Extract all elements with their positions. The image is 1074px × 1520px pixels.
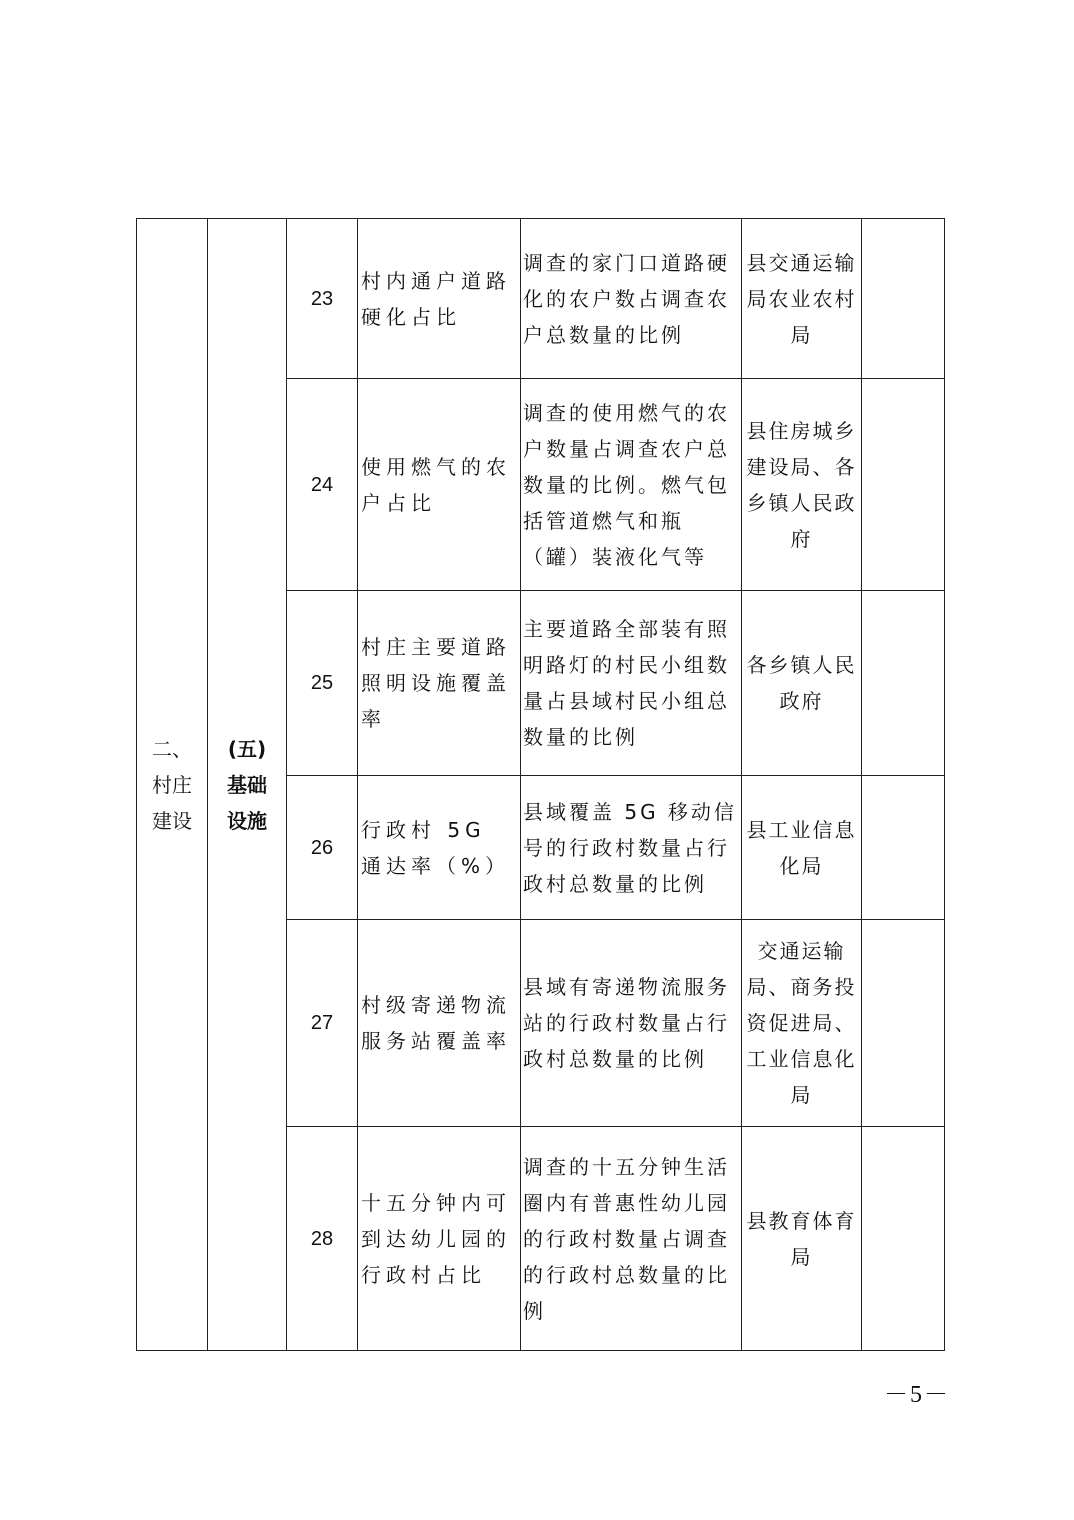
empty-cell xyxy=(862,1127,945,1351)
row-number: 27 xyxy=(287,920,358,1127)
page-number: －5－ xyxy=(884,1382,950,1408)
row-number: 24 xyxy=(287,379,358,591)
empty-cell xyxy=(862,591,945,776)
category-level2-cell xyxy=(208,219,287,1351)
indicator-name: 十五分钟内可到达幼儿园的行政村占比 xyxy=(358,1127,521,1351)
indicator-description: 调查的十五分钟生活圈内有普惠性幼儿园的行政村数量占调查的行政村总数量的比例 xyxy=(521,1127,742,1351)
indicator-description: 县域有寄递物流服务站的行政村数量占行政村总数量的比例 xyxy=(521,920,742,1127)
responsible-department: 县住房城乡建设局、各乡镇人民政府 xyxy=(742,379,862,591)
empty-cell xyxy=(862,379,945,591)
row-number: 28 xyxy=(287,1127,358,1351)
category-level2-line: 基础 xyxy=(227,772,267,797)
category-level2-line: (五) xyxy=(227,736,267,761)
category-level1-cell xyxy=(137,219,208,1351)
indicator-name: 行政村 5G 通达率（%） xyxy=(358,776,521,920)
indicator-description: 县域覆盖 5G 移动信号的行政村数量占行政村总数量的比例 xyxy=(521,776,742,920)
empty-cell xyxy=(862,920,945,1127)
row-number: 25 xyxy=(287,591,358,776)
category-level1-line: 二、 xyxy=(152,736,192,761)
empty-cell xyxy=(862,776,945,920)
responsible-department: 县交通运输局农业农村局 xyxy=(742,219,862,379)
responsible-department: 交通运输局、商务投资促进局、工业信息化局 xyxy=(742,920,862,1127)
empty-cell xyxy=(862,219,945,379)
responsible-department: 县教育体育局 xyxy=(742,1127,862,1351)
indicator-name: 村级寄递物流服务站覆盖率 xyxy=(358,920,521,1127)
indicator-table xyxy=(136,218,945,1351)
category-level1-line: 村庄 xyxy=(152,772,192,797)
table-row xyxy=(137,219,945,379)
indicator-description: 主要道路全部装有照明路灯的村民小组数量占县域村民小组总数量的比例 xyxy=(521,591,742,776)
row-number: 23 xyxy=(287,219,358,379)
responsible-department: 县工业信息化局 xyxy=(742,776,862,920)
category-level1-line: 建设 xyxy=(152,808,192,833)
indicator-description: 调查的使用燃气的农户数量占调查农户总数量的比例。燃气包括管道燃气和瓶（罐）装液化气等 xyxy=(521,379,742,591)
indicator-description: 调查的家门口道路硬化的农户数占调查农户总数量的比例 xyxy=(521,219,742,379)
row-number: 26 xyxy=(287,776,358,920)
indicator-name: 村庄主要道路照明设施覆盖率 xyxy=(358,591,521,776)
category-level2-line: 设施 xyxy=(227,808,267,833)
indicator-name: 使用燃气的农户占比 xyxy=(358,379,521,591)
responsible-department: 各乡镇人民政府 xyxy=(742,591,862,776)
indicator-name: 村内通户道路硬化占比 xyxy=(358,219,521,379)
